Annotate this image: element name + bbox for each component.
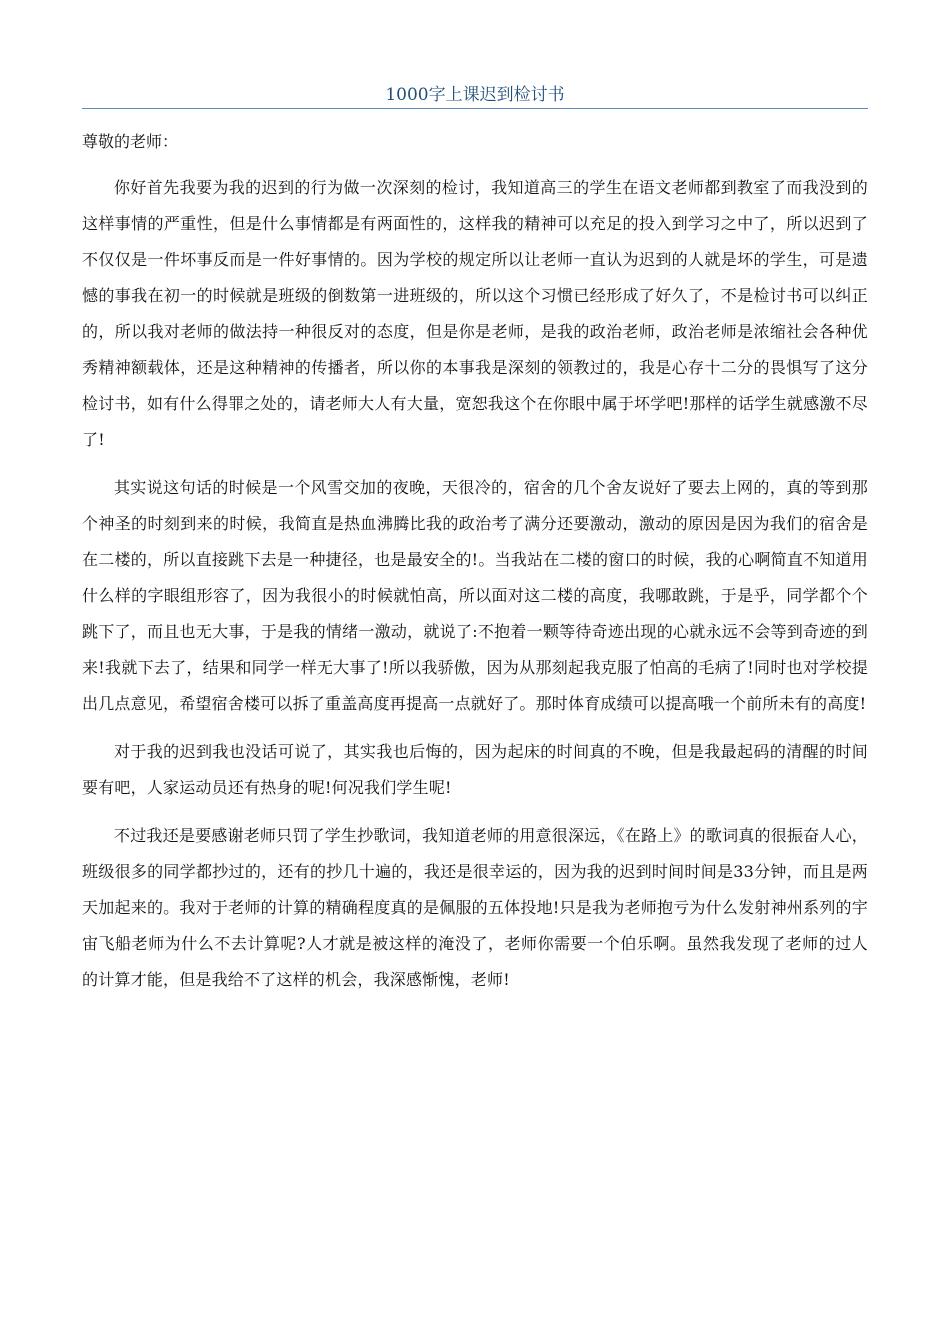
paragraph-2: 其实说这句话的时候是一个风雪交加的夜晚，天很冷的，宿舍的几个舍友说好了要去上网的，真的等到那个神圣的时刻到来的时候，我简直是热血沸腾比我的政治考了满分还要激动，激动的原因是因为我们的宿舍是在二楼的，所以直接跳下去是一种捷径，也是最安全的!。当我站在二楼的窗口的时候，我的心啊简直不知道用什么样的字眼组形容了，因为我很小的时候就怕高，所以面对这二楼的高度，我哪敢跳，于是乎，同学都个个跳下了，而且也无大事，于是我的情绪一激动，就说了:不抱着一颗等待奇迹出现的心就永远不会等到奇迹的到来!我就下去了，结果和同学一样无大事了!所以我骄傲，因为从那刻起我克服了怕高的毛病了!同时也对学校提出几点意见，希望宿舍楼可以拆了重盖高度再提高一点就好了。那时体育成绩可以提高哦一个前所未有的高度!	[82, 478, 868, 713]
paragraph-4: 不过我还是要感谢老师只罚了学生抄歌词，我知道老师的用意很深远，《在路上》的歌词真的很振奋人心，班级很多的同学都抄过的，还有的抄几十遍的，我还是很幸运的，因为我的迟到时间时间是33分钟，而且是两天加起来的。我对于老师的计算的精确程度真的是佩服的五体投地!只是我为老师抱亏为什么发射神州系列的宇宙飞船老师为什么不去计算呢?人才就是被这样的淹没了，老师你需要一个伯乐啊。虽然我发现了老师的过人的计算才能，但是我给不了这样的机会，我深感惭愧，老师!	[82, 826, 868, 989]
salutation: 尊敬的老师：	[82, 132, 179, 151]
paragraph-1: 你好首先我要为我的迟到的行为做一次深刻的检讨，我知道高三的学生在语文老师都到教室了而我没到的这样事情的严重性，但是什么事情都是有两面性的，这样我的精神可以充足的投入到学习之中了，所以迟到了不仅仅是一件坏事反而是一件好事情的。因为学校的规定所以让老师一直认为迟到的人就是坏的学生，可是遗憾的事我在初一的时候就是班级的倒数第一进班级的，所以这个习惯已经形成了好久了，不是检讨书可以纠正的，所以我对老师的做法持一种很反对的态度，但是你是老师，是我的政治老师，政治老师是浓缩社会各种优秀精神额载体，还是这种精神的传播者，所以你的本事我是深刻的领教过的，我是心存十二分的畏惧写了这分检讨书，如有什么得罪之处的，请老师大人有大量，宽恕我这个在你眼中属于坏学吧!那样的话学生就感激不尽了!	[82, 178, 868, 449]
document-body	[82, 170, 868, 1010]
document-title: 1000字上课迟到检讨书	[385, 85, 565, 105]
paragraph-3: 对于我的迟到我也没话可说了，其实我也后悔的，因为起床的时间真的不晚，但是我最起码的清醒的时间要有吧，人家运动员还有热身的呢!何况我们学生呢!	[82, 742, 868, 797]
title-underline	[82, 108, 868, 109]
